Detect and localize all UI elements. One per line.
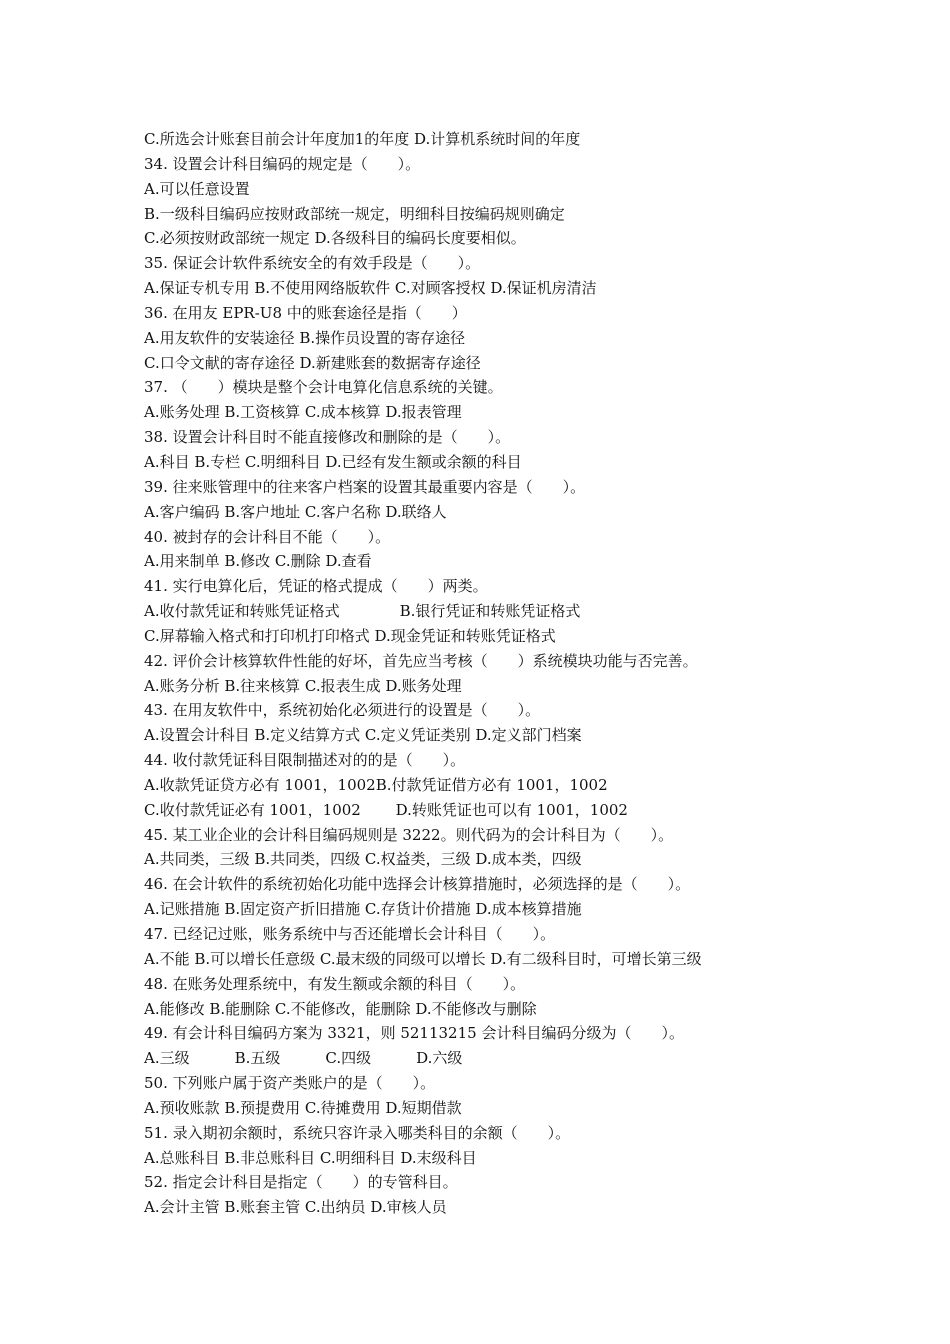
- option-line: A.账务分析 B.往来核算 C.报表生成 D.账务处理: [144, 676, 462, 695]
- question-line: 42. 评价会计核算软件性能的好坏，首先应当考核（ ）系统模块功能与否完善。: [144, 651, 698, 670]
- option-line: A.会计主管 B.账套主管 C.出纳员 D.审核人员: [144, 1198, 447, 1217]
- option-line: A.可以任意设置: [144, 179, 250, 198]
- question-line: 45. 某工业企业的会计科目编码规则是 3222。则代码为的会计科目为（ ）。: [144, 825, 674, 844]
- option-line: A.客户编码 B.客户地址 C.客户名称 D.联络人: [144, 502, 447, 521]
- question-line: 38. 设置会计科目时不能直接修改和删除的是（ ）。: [144, 428, 511, 447]
- option-line: A.能修改 B.能删除 C.不能修改，能删除 D.不能修改与删除: [144, 999, 537, 1018]
- option-line: A.用来制单 B.修改 C.删除 D.查看: [144, 552, 372, 571]
- question-line: 39. 往来账管理中的往来客户档案的设置其最重要内容是（ ）。: [144, 477, 586, 496]
- option-line: A.科目 B.专栏 C.明细科目 D.已经有发生额或余额的科目: [144, 452, 522, 471]
- option-line: C.屏幕输入格式和打印机打印格式 D.现金凭证和转账凭证格式: [144, 626, 556, 645]
- question-line: 40. 被封存的会计科目不能（ ）。: [144, 527, 391, 546]
- question-line: 46. 在会计软件的系统初始化功能中选择会计核算措施时，必须选择的是（ ）。: [144, 875, 691, 894]
- option-line: A.记账措施 B.固定资产折旧措施 C.存货计价措施 D.成本核算措施: [144, 900, 582, 919]
- option-line: A.用友软件的安装途径 B.操作员设置的寄存途径: [144, 328, 466, 347]
- option-line: A.账务处理 B.工资核算 C.成本核算 D.报表管理: [144, 403, 462, 422]
- option-line: C.收付款凭证必有 1001，1002 D.转账凭证也可以有 1001，1002: [144, 800, 628, 819]
- question-line: 34. 设置会计科目编码的规定是（ ）。: [144, 154, 421, 173]
- option-line: A.不能 B.可以增长任意级 C.最末级的同级可以增长 D.有二级科目时，可增长第三级: [144, 949, 702, 968]
- option-line: A.收付款凭证和转账凭证格式 B.银行凭证和转账凭证格式: [144, 602, 581, 621]
- question-line: 52. 指定会计科目是指定（ ）的专管科目。: [144, 1173, 458, 1192]
- option-line: A.共同类，三级 B.共同类，四级 C.权益类，三级 D.成本类，四级: [144, 850, 582, 869]
- option-line: B.一级科目编码应按财政部统一规定，明细科目按编码规则确定: [144, 204, 565, 223]
- question-line: 35. 保证会计软件系统安全的有效手段是（ ）。: [144, 254, 481, 273]
- option-line: A.设置会计科目 B.定义结算方式 C.定义凭证类别 D.定义部门档案: [144, 726, 582, 745]
- option-line: A.保证专机专用 B.不使用网络版软件 C.对顾客授权 D.保证机房清洁: [144, 279, 597, 298]
- question-line: 36. 在用友 EPR-U8 中的账套途径是指（ ）: [144, 303, 467, 322]
- question-line: 51. 录入期初余额时，系统只容许录入哪类科目的余额（ ）。: [144, 1123, 571, 1142]
- question-line: 37. （ ）模块是整个会计电算化信息系统的关键。: [144, 378, 503, 397]
- option-line: A.收款凭证贷方必有 1001，1002B.付款凭证借方必有 1001，1002: [144, 775, 608, 794]
- question-line: 48. 在账务处理系统中，有发生额或余额的科目（ ）。: [144, 974, 526, 993]
- question-line: 47. 已经记过账，账务系统中与否还能增长会计科目（ ）。: [144, 925, 556, 943]
- option-line: C.必须按财政部统一规定 D.各级科目的编码长度要相似。: [144, 229, 526, 248]
- option-line: C.口令文献的寄存途径 D.新建账套的数据寄存途径: [144, 353, 481, 372]
- question-line: 44. 收付款凭证科目限制描述对的的是（ ）。: [144, 751, 466, 770]
- document-page: [144, 127, 844, 1220]
- question-line: 43. 在用友软件中，系统初始化必须进行的设置是（ ）。: [144, 701, 541, 720]
- question-line: 41. 实行电算化后，凭证的格式提成（ ）两类。: [144, 577, 488, 596]
- option-line: A.总账科目 B.非总账科目 C.明细科目 D.末级科目: [144, 1148, 477, 1167]
- text-line: C.所选会计账套目前会计年度加1的年度 D.计算机系统时间的年度: [144, 130, 581, 148]
- option-line: A.三级 B.五级 C.四级 D.六级: [144, 1049, 463, 1068]
- question-line: 50. 下列账户属于资产类账户的是（ ）。: [144, 1074, 436, 1093]
- option-line: A.预收账款 B.预提费用 C.待摊费用 D.短期借款: [144, 1098, 462, 1117]
- question-line: 49. 有会计科目编码方案为 3321，则 52113215 会计科目编码分级为（ ）。: [144, 1024, 684, 1043]
